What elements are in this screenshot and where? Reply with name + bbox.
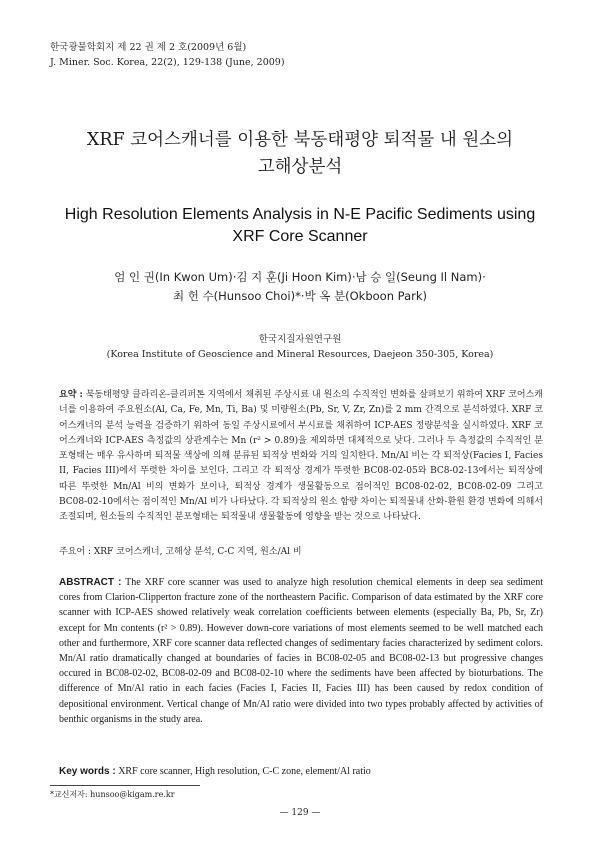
journal-citation-english: J. Miner. Soc. Korea, 22(2), 129-138 (June, 2009): [50, 57, 285, 68]
abstract-korean-text: 북동태평양 클라리온-클리퍼톤 지역에서 채취된 주상시료 내 원소의 수직적인 변화를 살펴보기 위하여 XRF 코어스캐너를 이용하여 주요원소(Al, Ca, Fe, Mn, Ti, Ba) 및 미량원소(Pb, Sr, V, Zr, Zn)를 2 mm 간격으로 분석하였다. XRF 코어스캐너의 분석 능력을 검증하기 위하여 동일 주상시료에서 부시료를 채취하여 ICP-AES 정량분석을 실시하였다. XRF 코어스캐너와 ICP-AES 측정값의 상관계수는 Mn (r² > 0.89)을 제외하면 대체적으로 낮다. 그러나 두 측정값의 수직적인 분포형태는 매우 유사하며 퇴적물 색상에 의해 분류된 퇴적상 변화와 거의 일치한다. Mn/Al 비는 각 퇴적상(Facies I, Facies II, Facies III)에서 뚜렷한 차이를 보인다. 그리고 각 퇴적상 경계가 뚜렷한 BC08-02-05와 BC8-02-13에서는 퇴적상에 따른 뚜렷한 Mn/Al 비의 변화가 보이나, 퇴적상 경계가 생물활동으로 점이적인 BC08-02-02, BC08-02-09 그리고 BC08-02-10에서는 점이적인 Mn/Al 비가 나타났다. 각 퇴적상의 원소 함량 차이는 퇴적물내 산화-환원 환경 변화에 의해서 조절되며, 원소들의 수직적인 분포형태는 퇴적물내 생물활동에 영향을 받는 것으로 나타났다.: [59, 390, 543, 523]
abstract-korean: [59, 388, 543, 526]
affiliation-korean: 한국지질자원연구원: [258, 334, 342, 345]
keywords-korean: [59, 545, 543, 559]
abstract-english-label: ABSTRACT :: [59, 577, 122, 588]
corresponding-author-footnote: *교신저자: hunsoo@kigam.re.kr: [50, 790, 175, 799]
journal-citation-korean: 한국광물학회지 제 22 권 제 2 호(2009년 6월): [50, 42, 247, 53]
abstract-english: [59, 575, 543, 727]
abstract-korean-label: 요약 :: [59, 390, 83, 400]
title-korean: [30, 127, 570, 181]
author-line-1: 엄 인 권(In Kwon Um)·김 지 훈(Ji Hoon Kim)·남 승 일(Seung Il Nam)·: [114, 270, 486, 284]
title-english-line-1: High Resolution Elements Analysis in N-E Pacific Sediments using: [64, 206, 536, 223]
title-korean-line-2: 고해상분석: [257, 157, 343, 177]
title-korean-line-1: XRF 코어스캐너를 이용한 북동태평양 퇴적물 내 원소의: [86, 130, 514, 150]
keywords-english-text: XRF core scanner, High resolution, C-C zone, element/Al ratio: [118, 766, 371, 777]
abstract-english-text: The XRF core scanner was used to analyze high resolution chemical elements in deep sea sediment cores from Clarion-Clipperton fracture zone of the northeastern Pacific. Comparison of data estimated by the XRF core scanner with ICP-AES showed relatively weak correlation coefficients between elements (especially Ba, Pb, Sr, Zr) except for Mn contents (r² > 0.89). However down-core variations of most elements seemed to be well matched each other and furthermore, XRF core scanner data reflected changes of sedimentary facies characterized by sediment colors. Mn/Al ratio dramatically changed at boundaries of facies in BC08-02-05 and BC08-02-13 but progressive changes occured in BC08-02-02, BC08-02-09 and BC08-02-10 where the sediments have been affected by bioturbations. The difference of Mn/Al ratio in each facies (Facies I, Facies II, Facies III) has been caused by redox condition of depositional environment. Vertical change of Mn/Al ratio were divided into two types probably affected by activities of benthic organisms in the study area.: [59, 577, 543, 725]
title-english: [40, 204, 560, 248]
keywords-korean-text: XRF 코어스캐너, 고해상 분석, C-C 지역, 원소/Al 비: [93, 547, 302, 557]
page-number: — 129 —: [279, 808, 321, 818]
keywords-english: [59, 765, 543, 779]
affiliation-english: (Korea Institute of Geoscience and Mineral Resources, Daejeon 350-305, Korea): [106, 349, 494, 360]
journal-header: [50, 40, 285, 70]
affiliation: [40, 332, 560, 362]
keywords-korean-label: 주요어 :: [59, 547, 91, 557]
author-line-2: 최 헌 수(Hunsoo Choi)*·박 옥 분(Okboon Park): [173, 289, 427, 303]
footnote-divider: [50, 785, 200, 786]
keywords-english-label: Key words :: [59, 766, 116, 777]
author-list: [60, 268, 540, 306]
title-english-line-2: XRF Core Scanner: [232, 228, 368, 245]
